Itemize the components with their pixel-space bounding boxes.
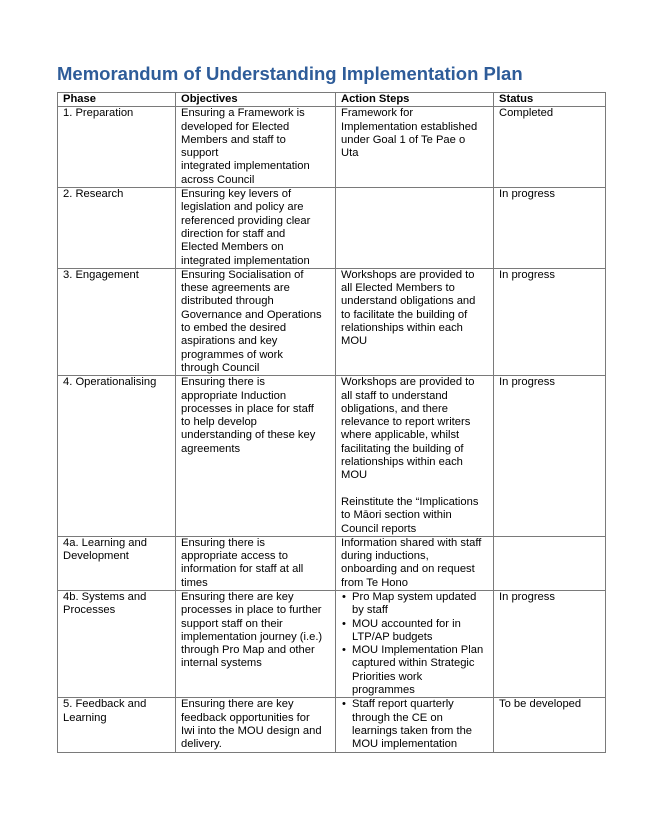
phase-cell-text: 3. Engagement	[63, 268, 139, 281]
implementation-plan-table	[57, 92, 606, 753]
action-steps-list	[341, 698, 489, 751]
status-cell	[494, 107, 606, 188]
action-steps-cell-text: Information shared with staff during inductions, onboarding and on request from Te Hono	[341, 536, 482, 589]
phase-cell-text: 4b. Systems and Processes	[63, 590, 147, 617]
objectives-cell	[176, 536, 336, 590]
action-steps-cell-text: Workshops are provided to all Elected Members to understand obligations and to facilitate the building of relationships within each MOU	[341, 268, 476, 348]
action-steps-cell	[336, 590, 494, 697]
phase-cell	[58, 590, 176, 697]
objectives-cell-text: Ensuring there are key processes in place to further support staff on their implementation journey (i.e.) through Pro Map and other internal systems	[181, 590, 323, 670]
header-objectives: Objectives	[176, 93, 336, 107]
action-steps-cell-text: Workshops are provided to all staff to understand obligations, and there relevance to report writers where applicable, whilst facilitating the building of relationships within each MOU Reinstitute the “Implications to Māori section within Council reports	[341, 376, 479, 535]
action-steps-cell	[336, 107, 494, 188]
objectives-cell-text: Ensuring a Framework is developed for Elected Members and staff to support integrated implementation across Council	[181, 107, 310, 186]
status-cell-text: In progress	[499, 188, 555, 201]
objectives-cell	[176, 590, 336, 697]
action-steps-cell	[336, 376, 494, 537]
action-steps-cell	[336, 698, 494, 752]
status-cell	[494, 698, 606, 752]
phase-cell-text: 4. Operationalising	[63, 376, 157, 389]
phase-cell-text: 1. Preparation	[63, 107, 134, 120]
status-cell-text: In progress	[499, 376, 555, 389]
phase-cell	[58, 268, 176, 375]
action-step-item	[352, 698, 489, 751]
action-steps-cell	[336, 536, 494, 590]
table-row	[58, 536, 606, 590]
status-cell-text: Completed	[499, 107, 554, 120]
status-cell	[494, 536, 606, 590]
phase-cell-text: 4a. Learning and Development	[63, 536, 147, 563]
action-step-item	[352, 618, 489, 645]
phase-cell	[58, 698, 176, 752]
table-row	[58, 376, 606, 537]
phase-cell	[58, 107, 176, 188]
objectives-cell-text: Ensuring there is appropriate access to information for staff at all times	[181, 536, 304, 589]
header-status: Status	[494, 93, 606, 107]
objectives-cell-text: Ensuring key levers of legislation and policy are referenced providing clear direction for staff and Elected Members on integrated implementation	[181, 188, 311, 267]
status-cell-text: In progress	[499, 590, 555, 603]
status-cell-text: In progress	[499, 268, 555, 281]
status-cell	[494, 188, 606, 269]
objectives-cell-text: Ensuring Socialisation of these agreements are distributed through Governance and Operations to embed the desired aspirations and key programmes of work through Council	[181, 268, 322, 374]
action-step-item	[352, 591, 489, 618]
table-header-row	[58, 93, 606, 107]
action-steps-cell	[336, 188, 494, 269]
objectives-cell	[176, 107, 336, 188]
header-action-steps: Action Steps	[336, 93, 494, 107]
table-row	[58, 590, 606, 697]
table-row	[58, 188, 606, 269]
objectives-cell-text: Ensuring there are key feedback opportunities for Iwi into the MOU design and delivery.	[181, 698, 322, 751]
status-cell	[494, 590, 606, 697]
phase-cell-text: 5. Feedback and Learning	[63, 698, 147, 724]
phase-cell-text: 2. Research	[63, 188, 124, 201]
action-steps-cell	[336, 268, 494, 375]
objectives-cell	[176, 376, 336, 537]
action-steps-cell-text: Framework for Implementation established under Goal 1 of Te Pae o Uta	[341, 107, 478, 160]
status-cell	[494, 268, 606, 375]
action-step-text: • Pro Map system updated by staff	[352, 590, 477, 617]
phase-cell	[58, 188, 176, 269]
phase-cell	[58, 376, 176, 537]
objectives-cell	[176, 188, 336, 269]
table-row	[58, 107, 606, 188]
phase-cell	[58, 536, 176, 590]
status-cell	[494, 376, 606, 537]
action-step-item	[352, 644, 489, 697]
action-step-text: • Staff report quarterly through the CE on learnings taken from the MOU implementation	[352, 698, 473, 751]
status-cell-text: To be developed	[499, 698, 582, 711]
table-row	[58, 268, 606, 375]
action-step-text: • MOU Implementation Plan captured within Strategic Priorities work programmes	[352, 644, 484, 697]
objectives-cell	[176, 268, 336, 375]
objectives-cell-text: Ensuring there is appropriate Induction processes in place for staff to help develop understanding of these key agreements	[181, 376, 316, 455]
table-row	[58, 698, 606, 752]
header-phase: Phase	[58, 93, 176, 107]
action-steps-list	[341, 591, 489, 697]
table-body	[58, 107, 606, 752]
action-step-text: • MOU accounted for in LTP/AP budgets	[352, 617, 461, 643]
document-title: Memorandum of Understanding Implementation Plan	[57, 63, 523, 84]
objectives-cell	[176, 698, 336, 752]
